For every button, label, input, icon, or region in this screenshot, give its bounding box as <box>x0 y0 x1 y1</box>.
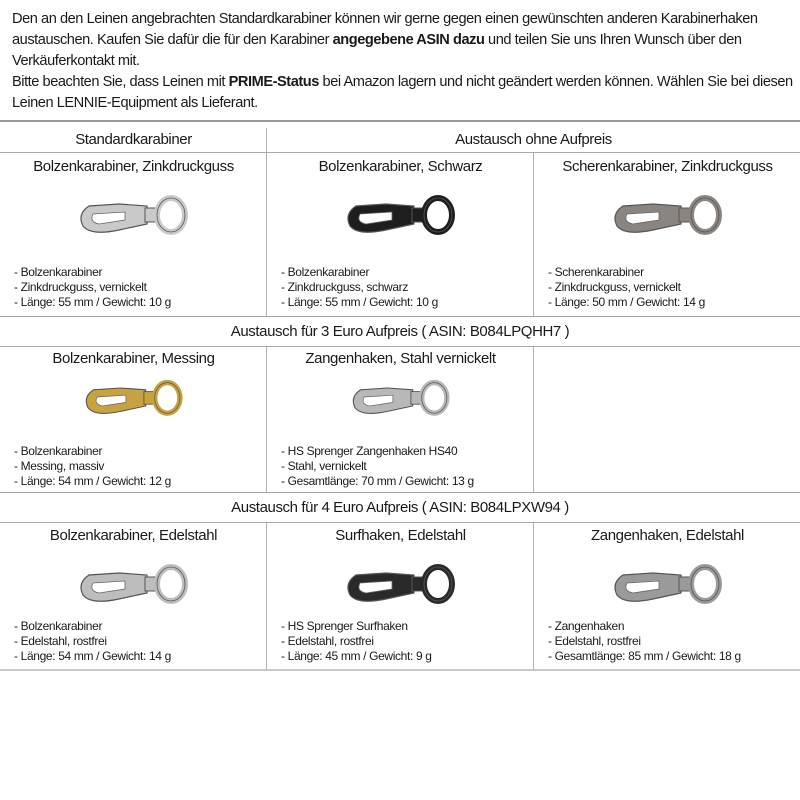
divider <box>0 120 800 122</box>
product-spec-line: - Gesamtlänge: 70 mm / Gewicht: 13 g <box>281 474 474 489</box>
product-title: Bolzenkarabiner, Schwarz <box>318 158 483 175</box>
product-spec-line: - Zinkdruckguss, vernickelt <box>14 280 147 295</box>
product-title: Bolzenkarabiner, Messing <box>52 350 215 367</box>
header-3-euro: Austausch für 3 Euro Aufpreis ( ASIN: B084LPQHH7 ) <box>230 323 570 340</box>
product-spec-line: - Bolzenkarabiner <box>281 265 370 279</box>
carabiner-image <box>0 370 267 424</box>
header-standard: Standardkarabiner <box>75 131 192 148</box>
product-specs <box>281 265 438 311</box>
product-specs <box>14 619 171 665</box>
product-spec-line: - Länge: 54 mm / Gewicht: 14 g <box>14 649 171 664</box>
intro-paragraph-1 <box>12 9 800 72</box>
product-title: Zangenhaken, Edelstahl <box>591 527 744 544</box>
carabiner-image <box>534 182 800 246</box>
product-spec-line: - Länge: 50 mm / Gewicht: 14 g <box>548 295 705 310</box>
product-spec-line: - Bolzenkarabiner <box>14 619 103 633</box>
product-spec-line: - Zangenhaken <box>548 619 625 633</box>
divider <box>0 522 800 523</box>
product-spec-line: - Edelstahl, rostfrei <box>281 634 374 649</box>
product-spec-line: - Scherenkarabiner <box>548 265 644 279</box>
divider <box>0 316 800 317</box>
divider <box>0 152 800 153</box>
product-specs <box>281 444 474 490</box>
carabiner-image <box>267 552 534 614</box>
product-spec-line: - HS Sprenger Zangenhaken HS40 <box>281 444 458 458</box>
product-spec-line: - Zinkdruckguss, schwarz <box>281 280 408 295</box>
product-spec-line: - Länge: 45 mm / Gewicht: 9 g <box>281 649 432 664</box>
intro-bold-prime: PRIME-Status <box>228 74 319 90</box>
product-title: Surfhaken, Edelstahl <box>335 527 466 544</box>
product-specs <box>14 265 171 311</box>
intro-text-part: und teilen Sie uns Ihren Wunsch über den Verkäuferkontakt mit. <box>12 32 742 69</box>
intro-text-part: bei Amazon lagern und nicht geändert werden können. Wählen Sie bei diesen Leinen LENNIE-Equipment als Lieferant. <box>12 74 793 111</box>
carabiner-image <box>0 552 267 614</box>
product-spec-line: - Edelstahl, rostfrei <box>14 634 107 649</box>
intro-text-part: Den an den Leinen angebrachten Standardkarabiner können wir gerne gegen einen gewünschten anderen Karabinerhaken austauschen. Kaufen Sie dafür die für den Karabiner <box>12 11 758 48</box>
intro-paragraph-2 <box>12 72 800 114</box>
product-spec-line: - Messing, massiv <box>14 459 105 474</box>
carabiner-image <box>267 182 534 246</box>
header-free-exchange: Austausch ohne Aufpreis <box>455 131 612 148</box>
product-title: Bolzenkarabiner, Edelstahl <box>49 527 218 544</box>
product-title: Bolzenkarabiner, Zinkdruckguss <box>33 158 234 175</box>
carabiner-image <box>534 552 800 614</box>
product-specs <box>548 619 741 665</box>
product-spec-line: - HS Sprenger Surfhaken <box>281 619 408 633</box>
divider <box>0 492 800 493</box>
intro-bold-asin: angegebene ASIN dazu <box>332 32 485 48</box>
intro-text-part: Bitte beachten Sie, dass Leinen mit <box>12 74 229 90</box>
product-spec-line: - Stahl, vernickelt <box>281 459 367 474</box>
product-specs <box>281 619 432 665</box>
carabiner-image <box>267 370 534 424</box>
intro-text <box>12 9 800 114</box>
product-title: Scherenkarabiner, Zinkdruckguss <box>562 158 773 175</box>
divider <box>0 669 800 671</box>
divider <box>0 346 800 347</box>
product-specs <box>548 265 705 311</box>
product-spec-line: - Länge: 54 mm / Gewicht: 12 g <box>14 474 171 489</box>
product-spec-line: - Gesamtlänge: 85 mm / Gewicht: 18 g <box>548 649 741 664</box>
product-title: Zangenhaken, Stahl vernickelt <box>305 350 496 367</box>
product-spec-line: - Länge: 55 mm / Gewicht: 10 g <box>281 295 438 310</box>
product-specs <box>14 444 171 490</box>
carabiner-image <box>0 182 267 246</box>
product-spec-line: - Bolzenkarabiner <box>14 444 103 458</box>
product-spec-line: - Bolzenkarabiner <box>14 265 103 279</box>
header-4-euro: Austausch für 4 Euro Aufpreis ( ASIN: B084LPXW94 ) <box>231 499 569 516</box>
product-spec-line: - Zinkdruckguss, vernickelt <box>548 280 681 295</box>
product-spec-line: - Edelstahl, rostfrei <box>548 634 641 649</box>
product-spec-line: - Länge: 55 mm / Gewicht: 10 g <box>14 295 171 310</box>
